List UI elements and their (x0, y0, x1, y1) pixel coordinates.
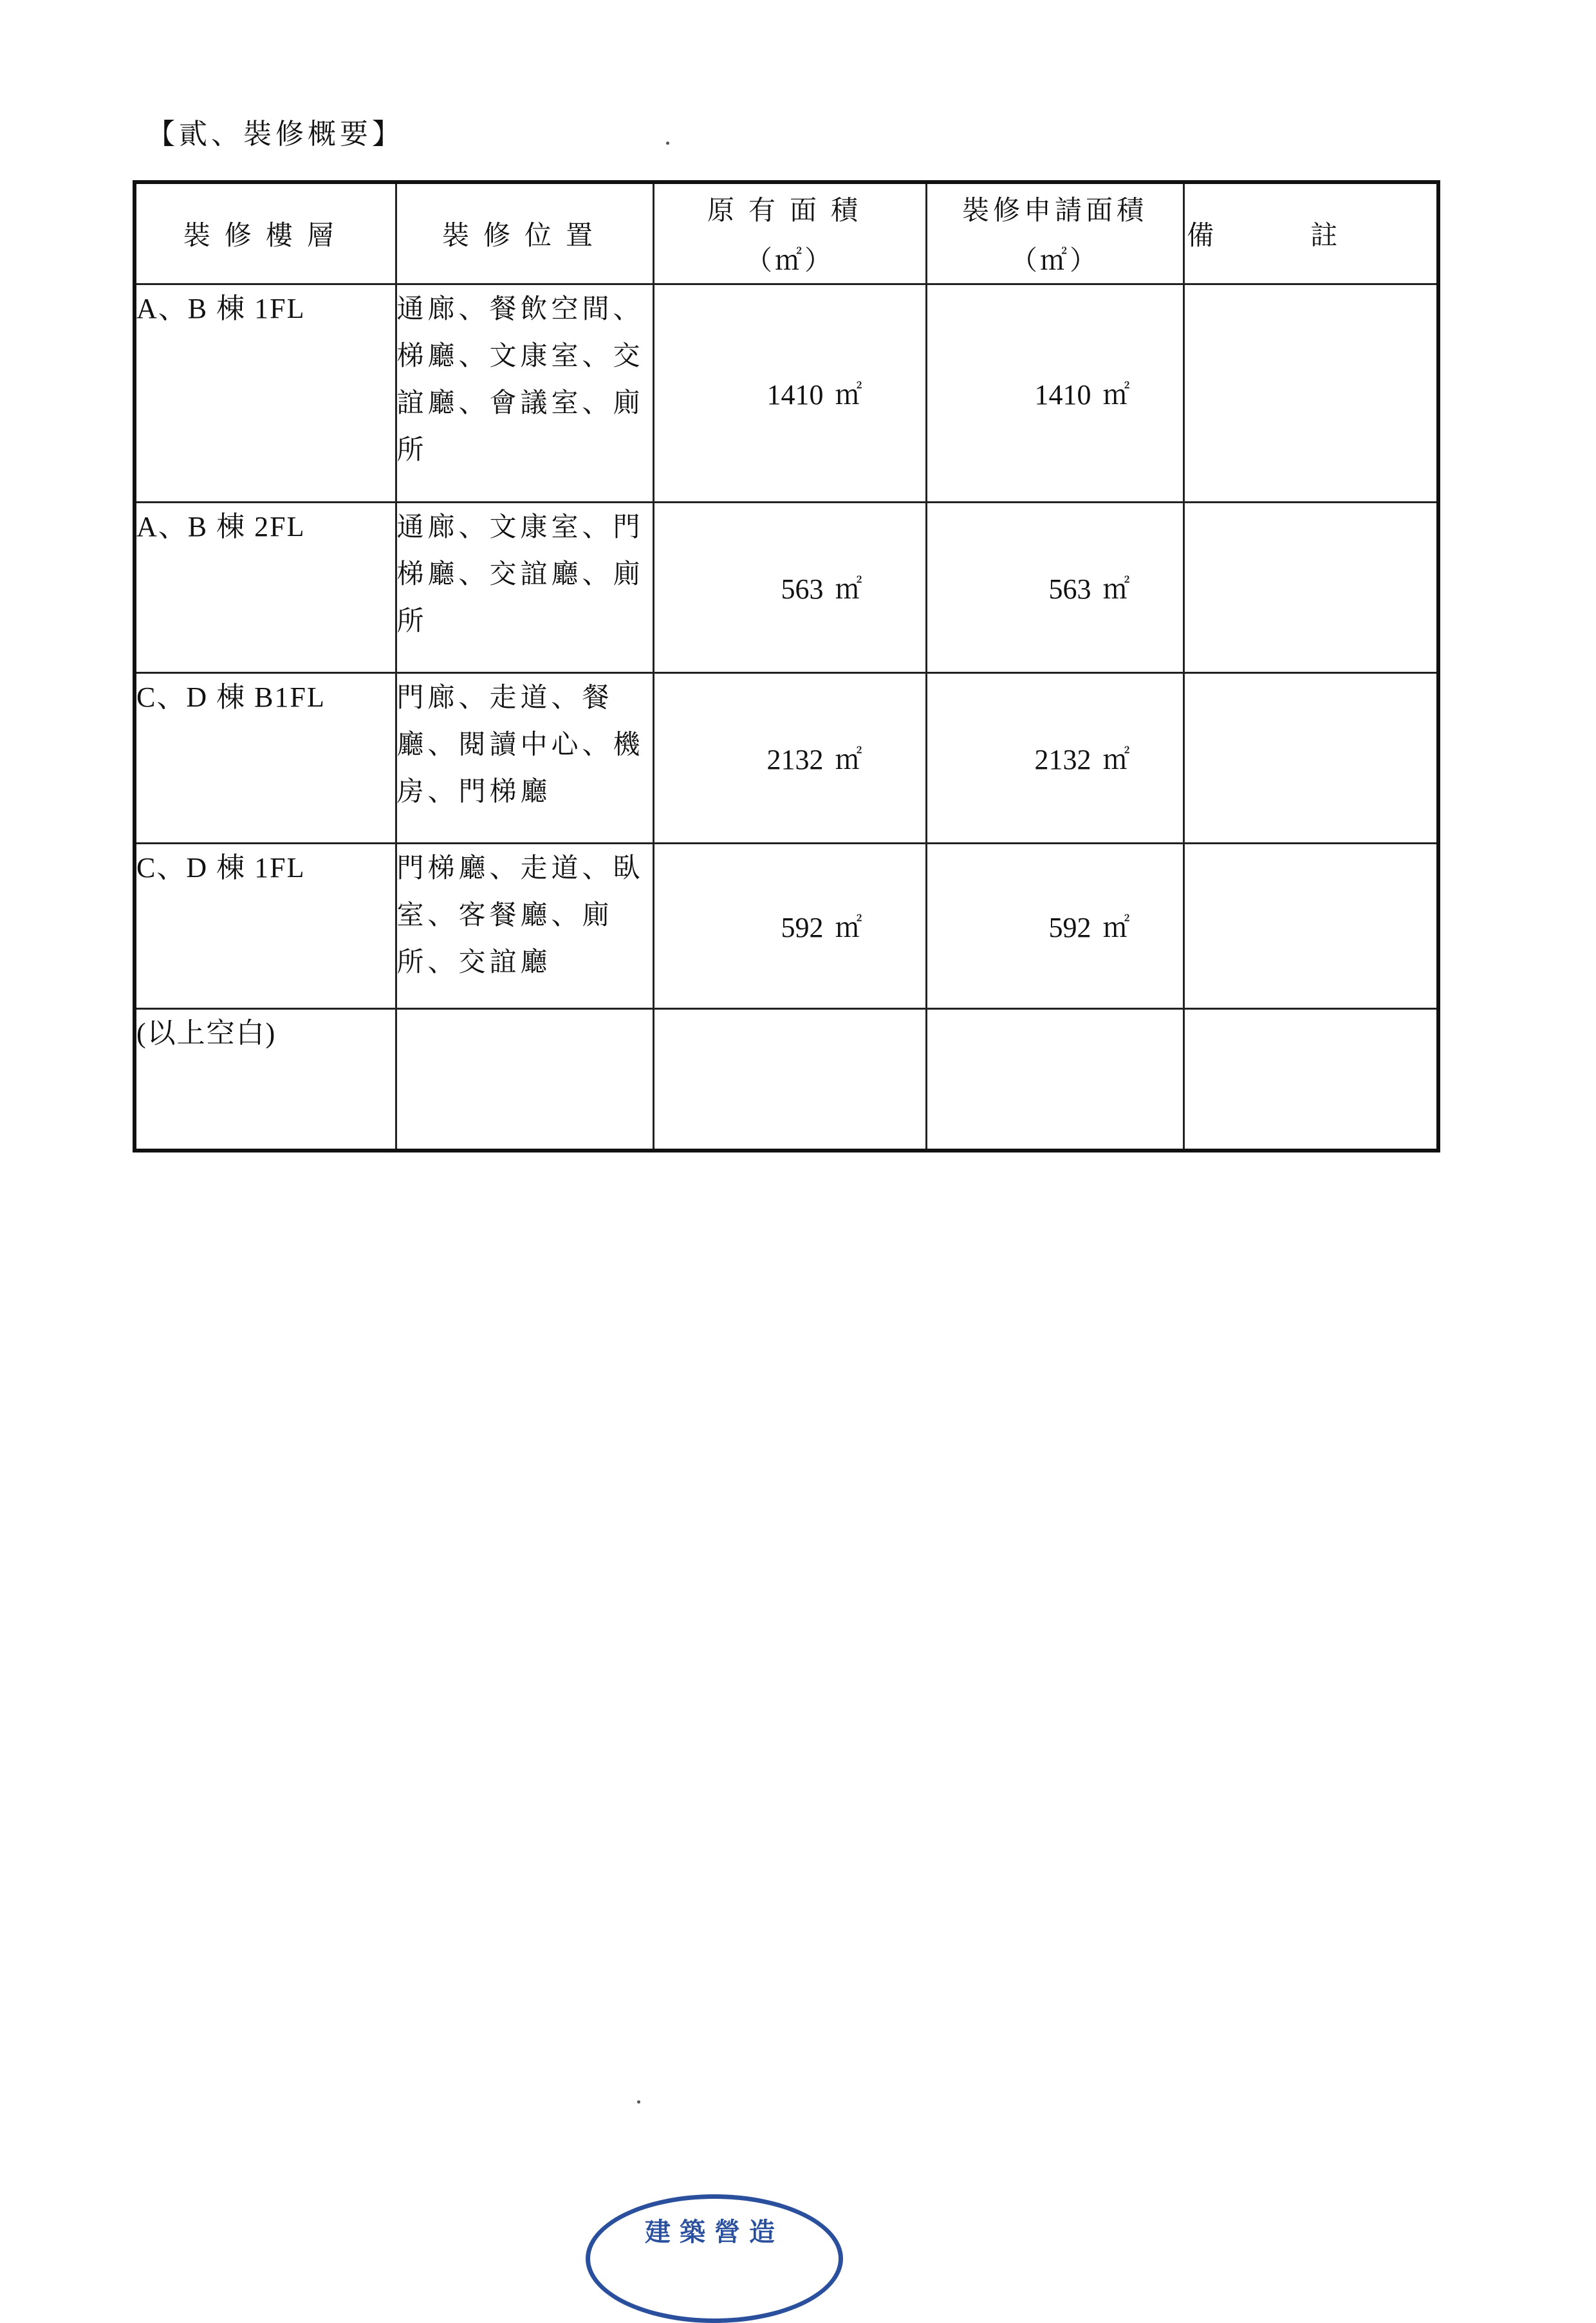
original-area-cell (653, 1009, 926, 1151)
applied-area-cell: 2132 ㎡ (926, 673, 1183, 844)
location-cell: 門梯廳、走道、臥室、客餐廳、廁所、交誼廳 (396, 844, 653, 1009)
applied-area-cell: 592 ㎡ (926, 844, 1183, 1009)
header-original-area-unit: （㎡） (745, 245, 834, 276)
header-location: 裝修位置 (396, 182, 653, 284)
floor-cell: A、B 棟 2FL (135, 503, 396, 673)
area-unit: ㎡ (1102, 381, 1130, 411)
header-original-area: 原有面積 （㎡） (653, 182, 926, 284)
floor-cell: C、D 棟 1FL (135, 844, 396, 1009)
area-unit: ㎡ (835, 914, 862, 943)
area-unit: ㎡ (1102, 575, 1130, 605)
original-area-cell: 563 ㎡ (653, 503, 926, 673)
section-title: 【貳、裝修概要】 (147, 118, 404, 151)
remarks-cell (1183, 284, 1438, 503)
floor-cell: C、D 棟 B1FL (135, 673, 396, 844)
remarks-cell (1183, 844, 1438, 1009)
header-applied-area: 裝修申請面積 （㎡） (926, 182, 1183, 284)
header-remarks: 備註 (1183, 182, 1438, 284)
table-row (135, 844, 1438, 1009)
area-unit: ㎡ (835, 381, 862, 411)
renovation-summary-table (133, 180, 1440, 1152)
official-stamp (586, 2194, 843, 2323)
header-applied-area-unit: （㎡） (1010, 245, 1099, 276)
location-cell: 通廊、餐飲空間、梯廳、文康室、交誼廳、會議室、廁所 (396, 284, 653, 503)
applied-area-cell: 1410 ㎡ (926, 284, 1183, 503)
area-unit: ㎡ (835, 575, 862, 605)
applied-area-cell (926, 1009, 1183, 1151)
table-header-row (135, 182, 1438, 284)
table-row (135, 673, 1438, 844)
original-area-cell: 1410 ㎡ (653, 284, 926, 503)
remarks-cell (1183, 673, 1438, 844)
header-floor: 裝修樓層 (135, 182, 396, 284)
stamp-text: 建築營造 (645, 2217, 784, 2247)
location-cell: 門廊、走道、餐廳、閱讀中心、機房、門梯廳 (396, 673, 653, 844)
area-unit: ㎡ (1102, 914, 1130, 943)
original-area-cell: 592 ㎡ (653, 844, 926, 1009)
scan-speck (637, 2100, 640, 2104)
table-row (135, 503, 1438, 673)
area-unit: ㎡ (1102, 746, 1130, 775)
original-area-cell: 2132 ㎡ (653, 673, 926, 844)
table-row (135, 284, 1438, 503)
floor-cell: (以上空白) (135, 1009, 396, 1151)
location-cell (396, 1009, 653, 1151)
floor-cell: A、B 棟 1FL (135, 284, 396, 503)
scan-speck (666, 142, 669, 145)
applied-area-cell: 563 ㎡ (926, 503, 1183, 673)
remarks-cell (1183, 503, 1438, 673)
table-row (135, 1009, 1438, 1151)
location-cell: 通廊、文康室、門梯廳、交誼廳、廁所 (396, 503, 653, 673)
remarks-cell (1183, 1009, 1438, 1151)
area-unit: ㎡ (835, 746, 862, 775)
